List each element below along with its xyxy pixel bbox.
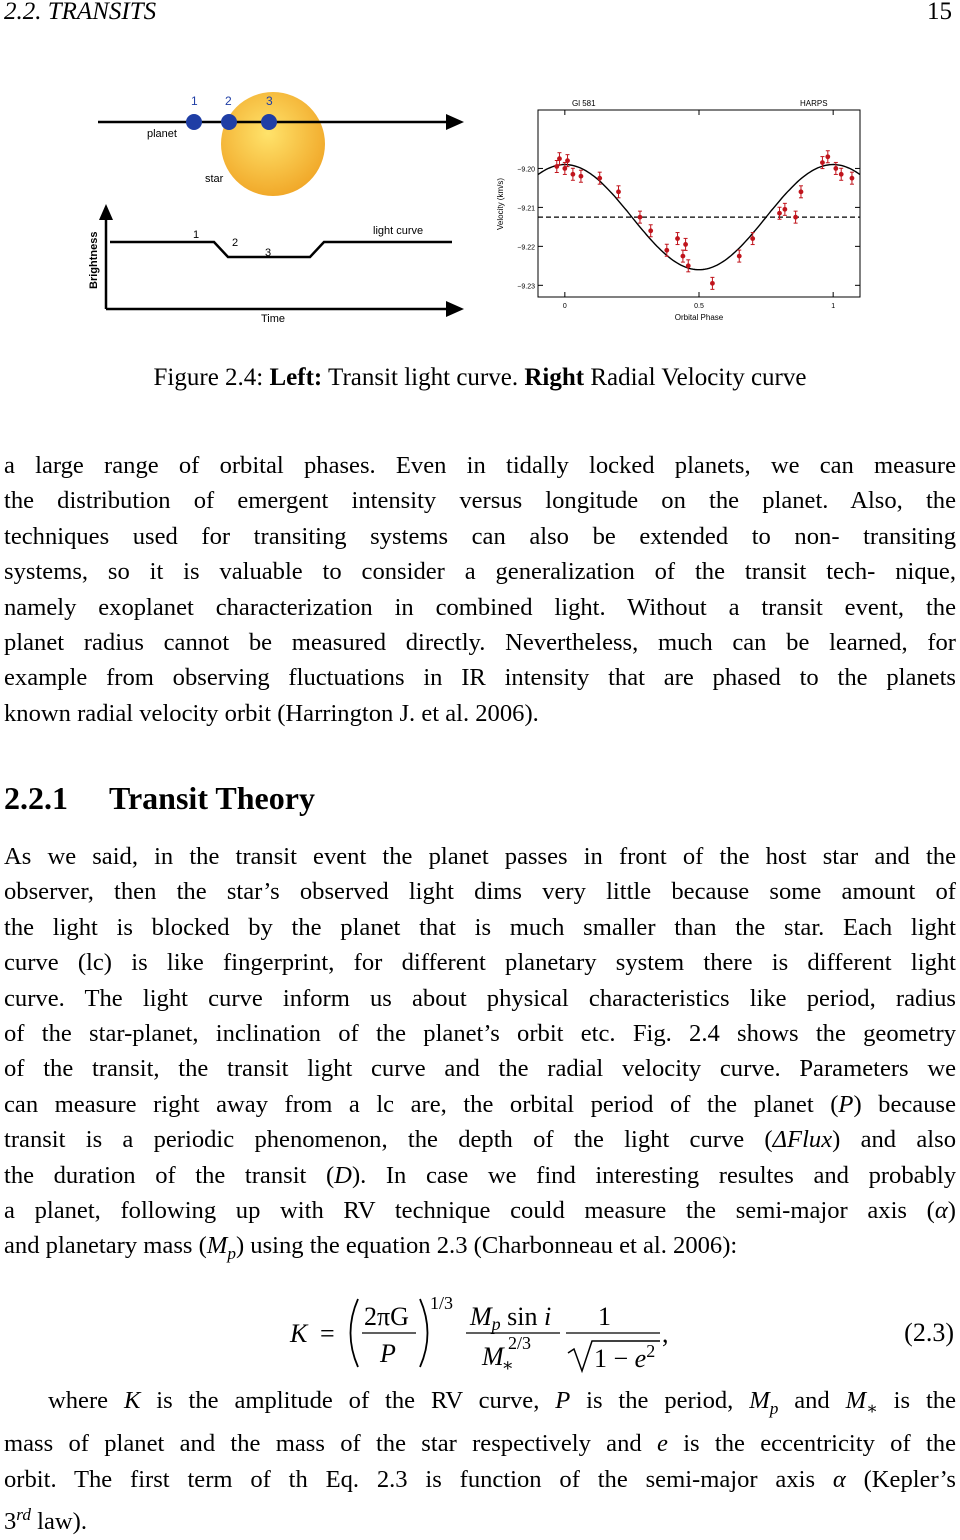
y-tick-label: −9.21 bbox=[517, 205, 535, 213]
symbol-mass: M bbox=[206, 1232, 228, 1260]
text-line: curve. The light curve inform us about physical characteristics like period, radius bbox=[4, 984, 956, 1012]
symbol-delta-flux: ΔFlux bbox=[772, 1126, 833, 1154]
chart-ylabel: Velocity (km/s) bbox=[496, 177, 505, 230]
data-point bbox=[833, 166, 838, 171]
text-line: a large range of orbital phases. Even in tidally locked planets, we can measure bbox=[4, 452, 956, 479]
text-segment: the duration of the transit ( bbox=[4, 1161, 335, 1189]
text-line bbox=[4, 1087, 956, 1122]
text-segment: is the bbox=[877, 1387, 956, 1414]
equation-number: (2.3) bbox=[904, 1318, 954, 1347]
planet-position-1 bbox=[186, 114, 202, 130]
eq-one-minus-text: 1 − bbox=[594, 1344, 635, 1373]
rv-plot-layer bbox=[517, 110, 860, 310]
label-1: 1 bbox=[191, 94, 198, 108]
text-line bbox=[4, 1426, 956, 1461]
caption-right-bold: Right bbox=[524, 364, 585, 391]
text-segment: mass of planet and the mass of the star respectively and bbox=[4, 1430, 657, 1458]
brightness-axis-arrowhead bbox=[99, 204, 113, 220]
text-segment: orbit. The first term of th Eq. 2.3 is function of the semi-major axis bbox=[4, 1465, 833, 1493]
data-point bbox=[681, 254, 686, 259]
paragraph-equation-explanation bbox=[4, 1383, 956, 1540]
text-line: observer, then the star’s observed light dims very little because some amount of bbox=[4, 878, 956, 906]
data-point bbox=[710, 281, 715, 286]
orbit-arrowhead bbox=[446, 114, 464, 130]
transit-light-curve-figure bbox=[80, 84, 470, 334]
text-segment: ) bbox=[947, 1197, 956, 1225]
star-disk bbox=[221, 92, 325, 196]
label-2: 2 bbox=[225, 94, 232, 108]
label-brightness: Brightness bbox=[88, 231, 100, 289]
text-line: the light is blocked by the planet that is much smaller than the star. Each light bbox=[4, 913, 956, 941]
text-segment: and planetary mass ( bbox=[4, 1232, 207, 1260]
eq-right-paren bbox=[420, 1299, 428, 1367]
y-tick-label: −9.20 bbox=[517, 166, 535, 174]
text-segment: (Kepler’s bbox=[845, 1465, 956, 1493]
data-point bbox=[597, 176, 602, 181]
data-point bbox=[675, 236, 680, 241]
label-star: star bbox=[205, 173, 224, 185]
data-point bbox=[638, 215, 643, 220]
label-3: 3 bbox=[266, 94, 273, 108]
text-line: As we said, in the transit event the planet passes in front of the host star and the bbox=[4, 843, 956, 870]
curve-label-1: 1 bbox=[193, 229, 200, 241]
text-line: systems, so it is valuable to consider a generalization of the transit tech- nique, bbox=[4, 558, 956, 586]
data-point bbox=[737, 254, 742, 259]
plot-frame bbox=[538, 110, 860, 297]
data-point bbox=[793, 215, 798, 220]
text-line: planet radius cannot be measured directly. Nevertheless, much can be learned, for bbox=[4, 629, 956, 657]
paragraph-transit-theory bbox=[4, 839, 956, 1272]
eq-num1: 2πG bbox=[364, 1302, 409, 1331]
data-point bbox=[664, 248, 669, 253]
section-header: 2.2. TRANSITS bbox=[4, 0, 157, 25]
data-point bbox=[616, 189, 621, 194]
section-number: 2.2.1 bbox=[4, 780, 68, 816]
eq-mstar-M: M bbox=[482, 1342, 504, 1371]
superscript-rd: rd bbox=[16, 1505, 31, 1525]
text-line bbox=[4, 1228, 956, 1271]
symbol-e: e bbox=[656, 1430, 668, 1458]
text-segment: 3 bbox=[4, 1508, 17, 1536]
chart-corner-left: Gl 581 bbox=[572, 99, 596, 108]
curve-label-3: 3 bbox=[265, 247, 272, 259]
text-segment: a planet, following up with RV technique could measure the semi-major axis ( bbox=[4, 1197, 935, 1225]
x-tick-label: 0.5 bbox=[694, 303, 704, 310]
data-point bbox=[825, 154, 830, 159]
figure-caption bbox=[0, 364, 960, 392]
eq-mp-sub: p bbox=[491, 1314, 501, 1334]
text-segment: is the period, bbox=[570, 1387, 750, 1414]
data-point bbox=[557, 156, 562, 161]
planet-position-3 bbox=[261, 114, 277, 130]
equation-graphic bbox=[0, 1285, 960, 1385]
eq-equals: = bbox=[320, 1319, 335, 1348]
text-line: curve (lc) is like fingerprint, for different planetary system there is different light bbox=[4, 949, 956, 977]
text-segment: ) and also bbox=[832, 1126, 956, 1154]
eq-den1: P bbox=[380, 1339, 396, 1368]
text-segment: ) using the equation 2.3 (Charbonneau et al. 2006): bbox=[235, 1232, 738, 1260]
y-tick-label: −9.22 bbox=[517, 244, 535, 252]
symbol-alpha: α bbox=[934, 1197, 948, 1225]
eq-one: 1 bbox=[598, 1302, 611, 1331]
text-segment: where bbox=[48, 1387, 124, 1414]
eq-exponent: 1/3 bbox=[430, 1293, 454, 1313]
eq-comma: , bbox=[662, 1319, 669, 1348]
label-time: Time bbox=[261, 313, 286, 325]
data-point bbox=[648, 228, 653, 233]
data-point bbox=[782, 207, 787, 212]
paragraph-intro bbox=[4, 448, 956, 731]
x-tick-label: 1 bbox=[831, 303, 836, 310]
running-header bbox=[4, 0, 952, 30]
data-point bbox=[683, 242, 688, 247]
data-point bbox=[850, 176, 855, 181]
text-line: of the star-planet, inclination of the planet’s orbit etc. Fig. 2.4 shows the geometry bbox=[4, 1020, 956, 1048]
text-segment: transit is a periodic phenomenon, the depth of the light curve ( bbox=[4, 1126, 773, 1154]
symbol-Mp: M bbox=[749, 1387, 770, 1414]
light-curve-line bbox=[110, 242, 452, 257]
caption-prefix: Figure 2.4: bbox=[153, 364, 270, 391]
label-light-curve: light curve bbox=[373, 225, 424, 237]
text-line bbox=[4, 1193, 956, 1228]
text-line bbox=[4, 1122, 956, 1157]
data-point bbox=[565, 158, 570, 163]
text-segment: law). bbox=[30, 1508, 87, 1536]
eq-mp bbox=[469, 1302, 551, 1334]
page-number: 15 bbox=[927, 0, 952, 25]
text-line: techniques used for transiting systems can also be extended to non- transiting bbox=[4, 522, 956, 550]
symbol-K: K bbox=[123, 1387, 141, 1414]
data-point bbox=[750, 236, 755, 241]
text-segment: ) because bbox=[853, 1090, 956, 1118]
y-tick-label: −9.23 bbox=[517, 283, 535, 291]
equation-2-3 bbox=[0, 1285, 960, 1385]
eq-sin: sin bbox=[500, 1302, 545, 1331]
eq-e-exp: 2 bbox=[646, 1341, 656, 1361]
data-point bbox=[799, 189, 804, 194]
planet-position-2 bbox=[221, 114, 237, 130]
eq-i: i bbox=[544, 1302, 552, 1331]
data-point bbox=[777, 211, 782, 216]
eq-mp-M: M bbox=[470, 1302, 492, 1331]
text-segment: ). In case we find interesting resultes and probably bbox=[351, 1161, 956, 1189]
symbol-Mstar-sub: ∗ bbox=[866, 1398, 878, 1418]
symbol-mass-sub: p bbox=[227, 1244, 236, 1264]
text-line: known radial velocity orbit (Harrington J. et al. 2006). bbox=[4, 699, 539, 727]
section-title: Transit Theory bbox=[109, 780, 315, 816]
chart-corner-right: HARPS bbox=[800, 99, 828, 108]
curve-label-2: 2 bbox=[232, 237, 239, 249]
symbol-duration: D bbox=[334, 1161, 352, 1189]
symbol-Mstar: M bbox=[845, 1387, 867, 1414]
caption-right-text: Radial Velocity curve bbox=[584, 364, 807, 391]
text-line: example from observing fluctuations in IR intensity that are phased to the planets bbox=[4, 664, 956, 692]
text-line bbox=[4, 1462, 956, 1497]
data-point bbox=[686, 263, 691, 268]
data-point bbox=[570, 172, 575, 177]
text-segment: and bbox=[778, 1387, 846, 1414]
label-planet: planet bbox=[147, 128, 177, 140]
text-line: of the transit, the transit light curve and the radial velocity curve. Parameters we bbox=[4, 1055, 956, 1083]
symbol-alpha: α bbox=[832, 1465, 846, 1493]
data-point bbox=[839, 172, 844, 177]
caption-left-bold: Left: bbox=[269, 364, 323, 391]
text-line bbox=[4, 1158, 956, 1193]
eq-mstar-sub: ∗ bbox=[501, 1355, 514, 1375]
eq-mstar-exp: 2/3 bbox=[508, 1333, 532, 1353]
time-axis-arrowhead bbox=[446, 301, 464, 317]
symbol-Mp-sub: p bbox=[769, 1398, 779, 1418]
text-line bbox=[4, 1497, 956, 1540]
eq-e: e bbox=[634, 1344, 647, 1373]
x-tick-label: 0 bbox=[562, 303, 567, 310]
symbol-P: P bbox=[555, 1387, 571, 1414]
text-line bbox=[4, 1383, 956, 1426]
eq-one-minus bbox=[594, 1341, 655, 1373]
section-heading bbox=[4, 780, 315, 817]
text-line: the distribution of emergent intensity versus longitude on the planet. Also, the bbox=[4, 487, 956, 515]
data-point bbox=[820, 160, 825, 165]
text-segment: is the eccentricity of the bbox=[667, 1430, 956, 1458]
symbol-period: P bbox=[838, 1090, 854, 1118]
chart-xlabel: Orbital Phase bbox=[674, 313, 724, 322]
eq-left-paren bbox=[351, 1299, 359, 1367]
radial-velocity-chart bbox=[492, 92, 872, 332]
text-line: namely exoplanet characterization in combined light. Without a transit event, the bbox=[4, 593, 956, 621]
eq-K: K bbox=[290, 1319, 308, 1348]
data-point bbox=[579, 174, 584, 179]
text-segment: is the amplitude of the RV curve, bbox=[140, 1387, 556, 1414]
text-segment: can measure right away from a lc are, the orbital period of the planet ( bbox=[4, 1090, 839, 1118]
caption-left-text: Transit light curve. bbox=[322, 364, 525, 391]
